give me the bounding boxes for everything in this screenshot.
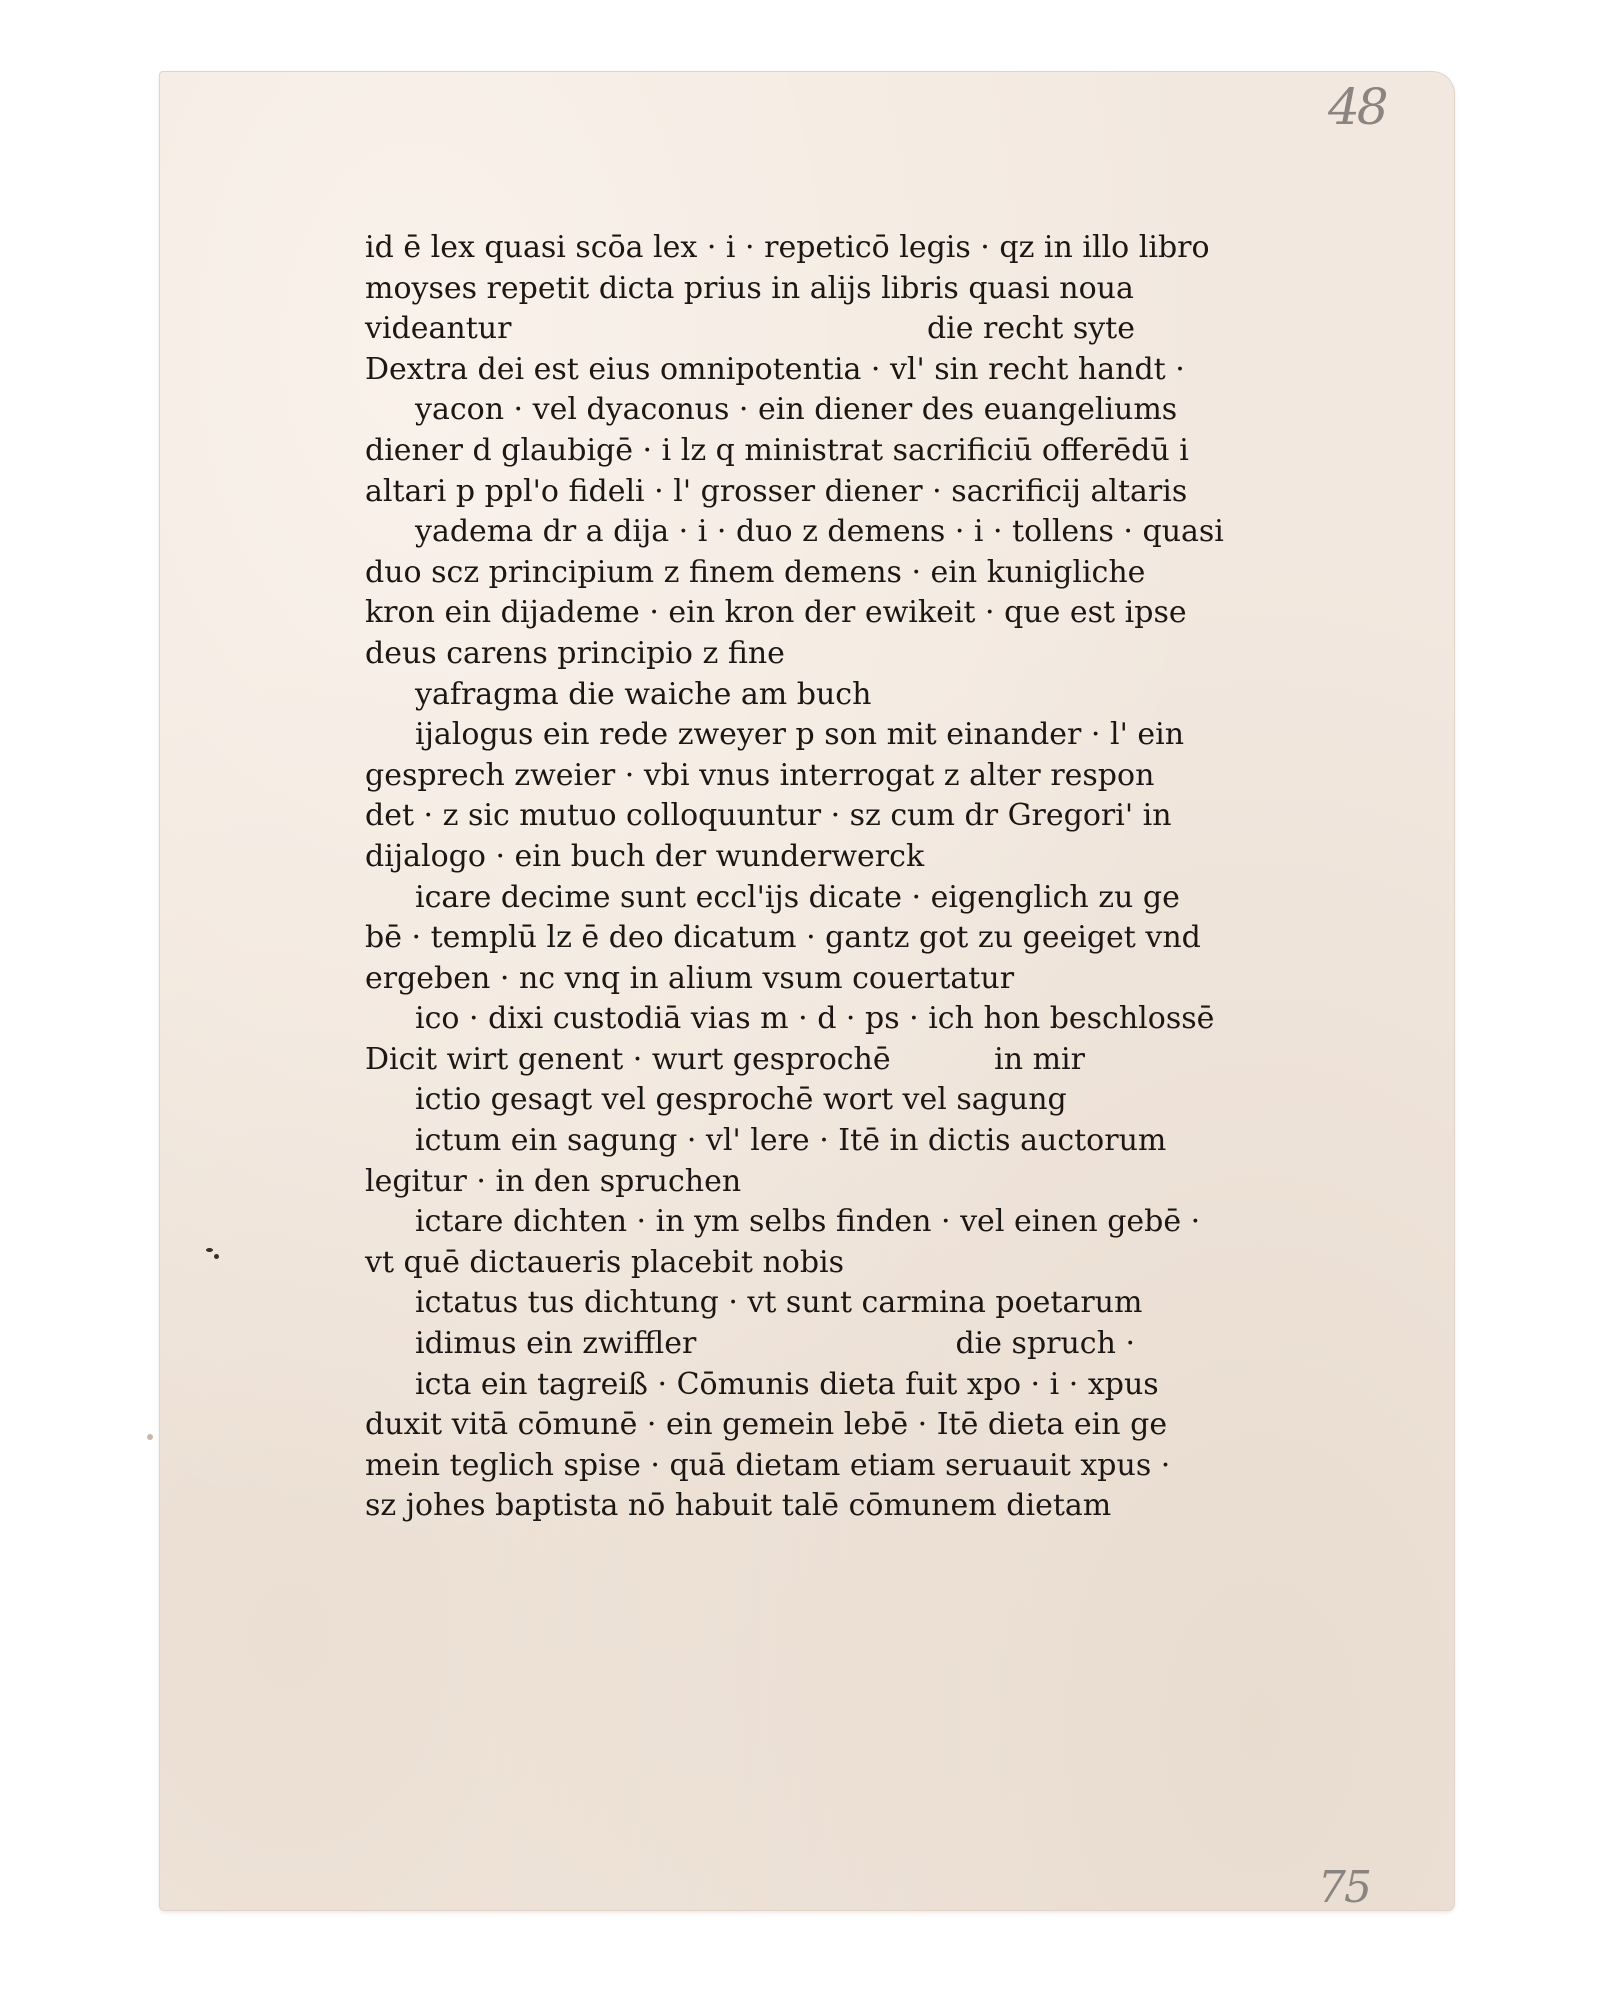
text-line-right: die recht syte	[926, 311, 1135, 347]
text-line: ictum ein sagung · vl' lere · Itē in dictis auctorum	[415, 1123, 1167, 1159]
text-line-left: idimus ein zwiffler	[415, 1326, 697, 1362]
text-line: yacon · vel dyaconus · ein diener des euangeliums	[415, 392, 1178, 428]
text-line: ergeben · nc vnq in alium vsum couertatur	[365, 960, 1015, 996]
text-line: moyses repetit dicta prius in alijs libris quasi noua	[365, 270, 1134, 306]
folio-number: 48	[1328, 78, 1386, 136]
text-line: det · z sic mutuo colloquuntur · sz cum dr Gregori' in	[365, 798, 1172, 834]
text-line: yadema dr a dija · i · duo z demens · i · tollens · quasi	[415, 514, 1224, 550]
text-line: diener d glaubigē · i lz q ministrat sacrificiū offerēdū i	[365, 432, 1189, 468]
text-line: ico · dixi custodiā vias m · d · ps · ich hon beschlossē	[415, 1001, 1215, 1037]
text-block	[365, 228, 1224, 1527]
text-line-right: die spruch ·	[955, 1326, 1135, 1362]
text-line: kron ein dijademe · ein kron der ewikeit · que est ipse	[365, 595, 1187, 631]
ink-speck	[147, 1434, 153, 1440]
text-line: ictio gesagt vel gesprochē wort vel sagung	[415, 1082, 1067, 1118]
text-line: duo scz principium z finem demens · ein kunigliche	[365, 554, 1146, 590]
text-line: Dextra dei est eius omnipotentia · vl' sin recht handt ·	[365, 351, 1185, 387]
text-line: yafragma die waiche am buch	[415, 676, 872, 712]
text-line: mein teglich spise · quā dietam etiam seruauit xpus ·	[365, 1447, 1171, 1483]
text-line-right: in mir	[994, 1041, 1085, 1077]
text-line-left: videantur	[365, 311, 512, 347]
text-line: ictare dichten · in ym selbs finden · vel einen gebē ·	[415, 1204, 1201, 1240]
text-line: bē · templū lz ē deo dicatum · gantz got zu geeiget vnd	[365, 920, 1201, 956]
ink-speck	[214, 1254, 219, 1259]
text-line: icare decime sunt eccl'ijs dicate · eigenglich zu ge	[415, 879, 1180, 915]
text-line: icta ein tagreiß · Cōmunis dieta fuit xpo · i · xpus	[415, 1366, 1159, 1402]
text-line	[365, 309, 1135, 350]
text-line-left: Dicit wirt genent · wurt gesprochē	[365, 1041, 891, 1077]
text-line: dijalogo · ein buch der wunderwerck	[365, 838, 925, 874]
text-line: gesprech zweier · vbi vnus interrogat z alter respon	[365, 757, 1155, 793]
text-line: sz johes baptista nō habuit talē cōmunem dietam	[365, 1488, 1112, 1524]
text-line: altari p ppl'o fideli · l' grosser diener · sacrificij altaris	[365, 473, 1188, 509]
text-line: ijalogus ein rede zweyer p son mit einander · l' ein	[415, 717, 1185, 753]
text-line: vt quē dictaueris placebit nobis	[365, 1244, 845, 1280]
ink-speck	[206, 1248, 213, 1252]
text-line: ictatus tus dichtung · vt sunt carmina poetarum	[415, 1285, 1143, 1321]
text-line: deus carens principio z fine	[365, 635, 785, 671]
text-line: duxit vitā cōmunē · ein gemein lebē · Itē dieta ein ge	[365, 1407, 1168, 1443]
text-line: id ē lex quasi scōa lex · i · repeticō legis · qz in illo libro	[365, 230, 1210, 265]
pencil-number: 75	[1318, 1862, 1370, 1913]
text-line	[365, 1324, 1135, 1365]
text-line	[365, 1040, 1135, 1081]
text-line: legitur · in den spruchen	[365, 1163, 742, 1199]
